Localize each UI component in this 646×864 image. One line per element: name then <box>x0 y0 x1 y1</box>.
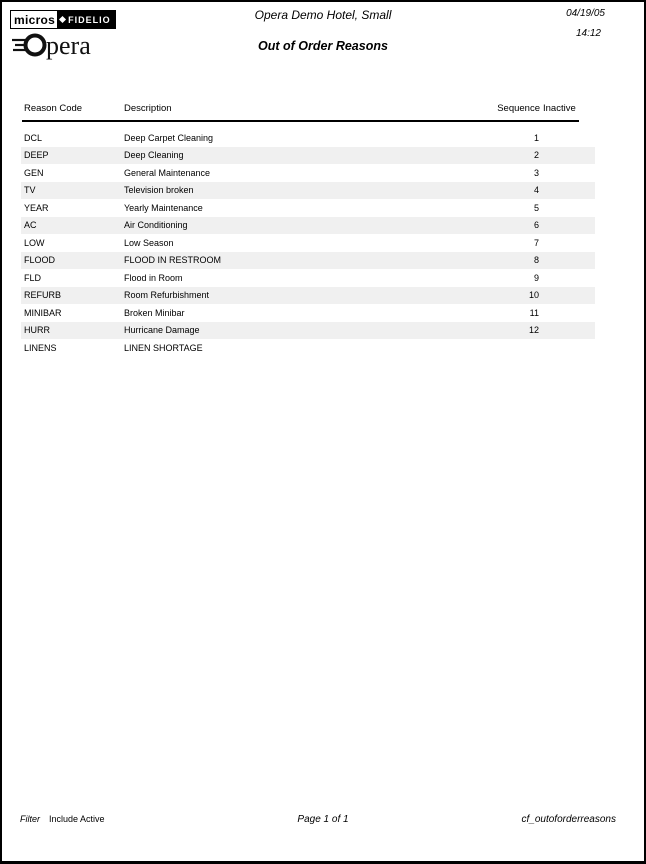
micros-logo-text: micros <box>14 12 56 27</box>
page-number: Page 1 of 1 <box>297 814 349 825</box>
cell-description: Television broken <box>124 185 194 196</box>
table-row <box>21 199 595 217</box>
cell-inactive <box>543 147 593 165</box>
cell-reason-code: TV <box>24 185 36 196</box>
column-header-inactive: Inactive <box>543 103 576 114</box>
cell-sequence: 2 <box>533 150 539 161</box>
cell-description: Air Conditioning <box>124 220 188 231</box>
cell-inactive <box>543 234 593 252</box>
cell-inactive <box>543 269 593 287</box>
cell-description: LINEN SHORTAGE <box>124 342 203 353</box>
table-row <box>21 339 595 357</box>
cell-description: Low Season <box>124 237 174 248</box>
opera-logo-text: pera <box>46 31 91 60</box>
cell-sequence: 12 <box>528 325 539 336</box>
cell-description: Flood in Room <box>124 272 183 283</box>
column-header-reason-code: Reason Code <box>24 103 83 114</box>
cell-reason-code: LOW <box>24 237 45 248</box>
cell-sequence <box>439 339 539 357</box>
cell-reason-code: GEN <box>24 167 44 178</box>
cell-reason-code: MINIBAR <box>24 307 62 318</box>
cell-reason-code: FLOOD <box>24 255 56 266</box>
cell-description: General Maintenance <box>124 167 211 178</box>
table-row <box>21 182 595 200</box>
cell-reason-code: FLD <box>24 272 42 283</box>
cell-inactive <box>543 129 593 147</box>
table-row <box>21 269 595 287</box>
cell-reason-code: HURR <box>24 325 50 336</box>
cell-inactive <box>543 287 593 305</box>
cell-inactive <box>543 217 593 235</box>
fidelio-logo-text: FIDELIO <box>57 11 115 28</box>
table-row <box>21 147 595 165</box>
cell-reason-code: DEEP <box>24 150 49 161</box>
table-row <box>21 234 595 252</box>
page-title: Out of Order Reasons <box>258 39 388 53</box>
cell-description: FLOOD IN RESTROOM <box>124 255 222 266</box>
header-rule <box>22 120 579 122</box>
table-header <box>21 103 595 117</box>
table-row <box>21 322 595 340</box>
cell-inactive <box>543 304 593 322</box>
print-time: 14:12 <box>575 28 601 39</box>
table-row <box>21 252 595 270</box>
cell-sequence: 10 <box>528 290 539 301</box>
cell-inactive <box>543 322 593 340</box>
filter-label: Filter <box>20 814 40 824</box>
column-header-sequence: Sequence <box>497 103 540 114</box>
cell-sequence: 7 <box>533 237 539 248</box>
cell-description: Broken Minibar <box>124 307 185 318</box>
cell-sequence: 8 <box>533 255 539 266</box>
table-row <box>21 164 595 182</box>
filter-value: Include Active <box>49 814 105 824</box>
cell-sequence: 9 <box>533 272 539 283</box>
cell-description: Deep Carpet Cleaning <box>124 132 214 143</box>
table-row <box>21 304 595 322</box>
table-row <box>21 217 595 235</box>
cell-inactive <box>543 339 593 357</box>
cell-inactive <box>543 252 593 270</box>
cell-inactive <box>543 182 593 200</box>
cell-reason-code: AC <box>24 220 37 231</box>
cell-reason-code: LINENS <box>24 342 57 353</box>
cell-description: Hurricane Damage <box>124 325 200 336</box>
cell-sequence: 1 <box>533 132 539 143</box>
column-header-description: Description <box>124 103 172 114</box>
cell-description: Deep Cleaning <box>124 150 184 161</box>
report-file-name: cf_outoforderreasons <box>521 814 616 825</box>
cell-description: Room Refurbishment <box>124 290 210 301</box>
hotel-title: Opera Demo Hotel, Small <box>254 8 392 22</box>
cell-sequence: 11 <box>529 307 539 318</box>
cell-description: Yearly Maintenance <box>124 202 203 213</box>
cell-inactive <box>543 199 593 217</box>
cell-sequence: 4 <box>533 185 539 196</box>
cell-reason-code: REFURB <box>24 290 62 301</box>
table-row <box>21 129 595 147</box>
print-date: 04/19/05 <box>566 8 605 19</box>
cell-reason-code: DCL <box>24 132 43 143</box>
cell-inactive <box>543 164 593 182</box>
table-body <box>21 129 595 357</box>
table-row <box>21 287 595 305</box>
cell-sequence: 3 <box>533 167 539 178</box>
cell-sequence: 6 <box>533 220 539 231</box>
cell-reason-code: YEAR <box>24 202 49 213</box>
cell-sequence: 5 <box>533 202 539 213</box>
